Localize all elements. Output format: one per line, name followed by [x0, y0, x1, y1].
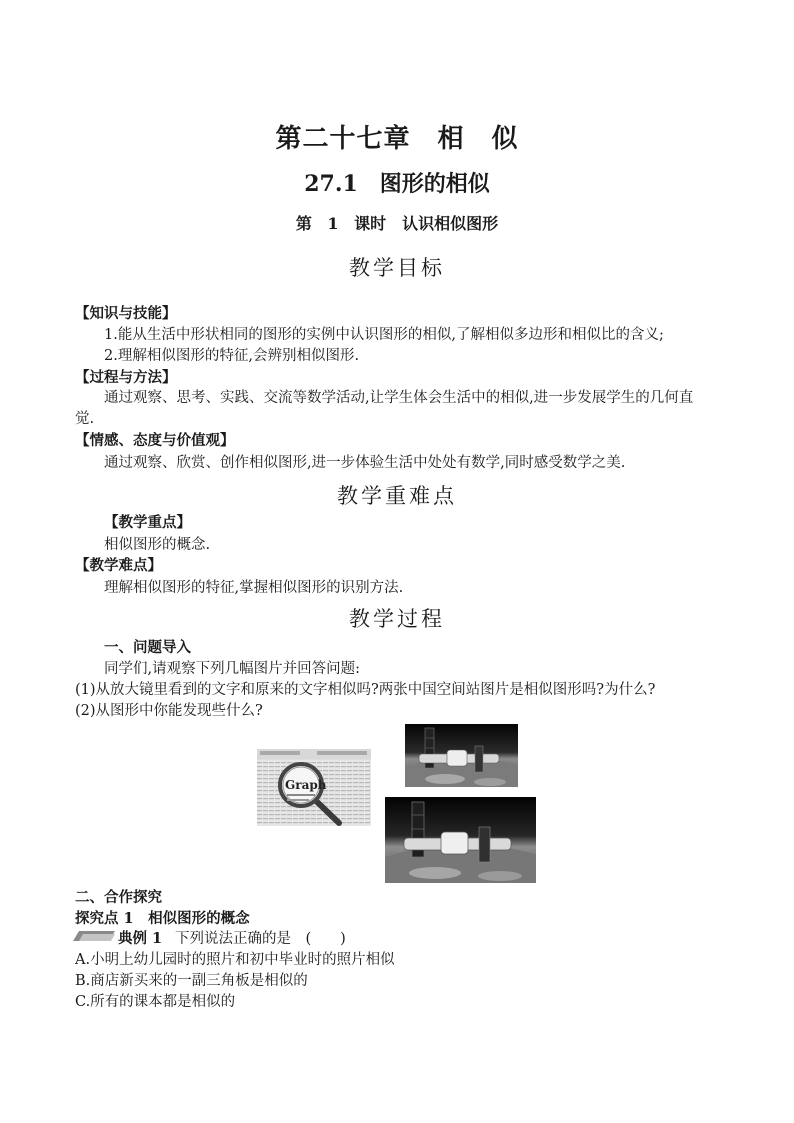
question-2: (2)从图形中你能发现些什么?	[75, 703, 263, 719]
focus-label: 【教学重点】	[104, 514, 191, 531]
part1-title: 一、问题导入	[104, 639, 191, 656]
process-heading: 教学过程	[349, 607, 445, 631]
example-marker-icon	[73, 931, 115, 941]
emotion-label: 【情感、态度与价值观】	[75, 432, 235, 449]
chapter-title: 第二十七章 相 似	[275, 124, 519, 154]
emotion-text: 通过观察、欣赏、创作相似图形,进一步体验生活中处处有数学,同时感受数学之美.	[104, 455, 626, 471]
question-1: (1)从放大镜里看到的文字和原来的文字相似吗?两张中国空间站图片是相似图形吗?为什么?	[75, 682, 656, 698]
section-title: 27.1 图形的相似	[304, 171, 490, 197]
option-a: A.小明上幼儿园时的照片和初中毕业时的照片相似	[75, 952, 395, 968]
lesson-title: 第 1 课时 认识相似图形	[295, 214, 499, 233]
process-text: 通过观察、思考、实践、交流等数学活动,让学生体会生活中的相似,进一步发展学生的几何直觉.	[75, 390, 694, 427]
exploration-point-1: 探究点 1 相似图形的概念	[75, 910, 250, 927]
part1-intro: 同学们,请观察下列几幅图片并回答问题:	[104, 661, 360, 677]
focus-text: 相似图形的概念.	[104, 537, 211, 553]
option-b: B.商店新买来的一副三角板是相似的	[75, 973, 308, 989]
example-question: 下列说法正确的是 ( )	[175, 931, 346, 947]
knowledge-item-2: 2.理解相似图形的特征,会辨别相似图形.	[104, 348, 360, 364]
option-c: C.所有的课本都是相似的	[75, 994, 236, 1010]
process-label: 【过程与方法】	[75, 369, 177, 386]
part2-title: 二、合作探究	[75, 889, 162, 906]
magnifier-word: Graph	[285, 778, 327, 792]
knowledge-label: 【知识与技能】	[75, 305, 177, 322]
space-station-photo-small	[405, 724, 518, 787]
example-label: 典例 1	[118, 930, 163, 947]
difficulty-label: 【教学难点】	[75, 557, 162, 574]
objectives-heading: 教学目标	[349, 256, 445, 280]
key-points-heading: 教学重难点	[337, 484, 457, 508]
magnifier-photo	[257, 749, 371, 826]
knowledge-item-1: 1.能从生活中形状相同的图形的实例中认识图形的相似,了解相似多边形和相似比的含义;	[104, 327, 664, 343]
space-station-photo-large	[385, 797, 536, 883]
difficulty-text: 理解相似图形的特征,掌握相似图形的识别方法.	[104, 580, 404, 596]
